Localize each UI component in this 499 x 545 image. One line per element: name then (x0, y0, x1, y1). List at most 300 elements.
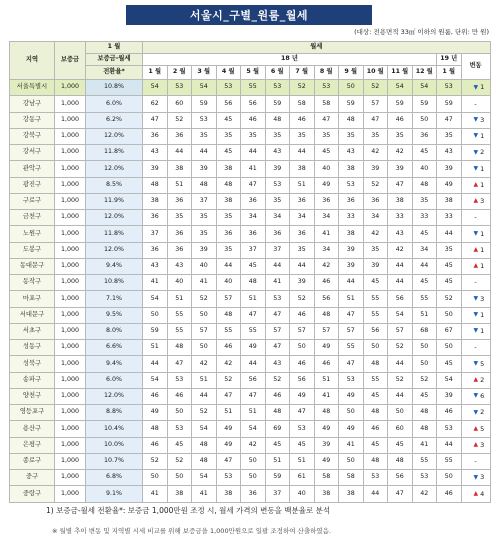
rent-value-cell: 47 (388, 177, 413, 193)
change-value: 3 (480, 440, 485, 449)
header-month: 5 월 (241, 66, 266, 80)
rent-value-cell: 46 (265, 388, 290, 404)
rent-value-cell: 53 (167, 421, 192, 437)
change-cell (461, 486, 490, 502)
rent-value-cell: 58 (314, 96, 339, 112)
rent-value-cell: 47 (265, 340, 290, 356)
rent-value-cell: 48 (192, 437, 217, 453)
table-row (10, 405, 491, 421)
rent-value-cell: 35 (192, 128, 217, 144)
deposit-cell: 1,000 (55, 372, 86, 388)
rent-value-cell: 45 (314, 145, 339, 161)
deposit-cell: 1,000 (55, 405, 86, 421)
region-cell: 구로구 (10, 193, 55, 209)
change-value: 5 (480, 359, 485, 368)
conversion-rate-cell: 12.0% (86, 210, 143, 226)
region-cell: 동대문구 (10, 258, 55, 274)
rent-value-cell: 38 (314, 486, 339, 502)
rent-value-cell: 35 (192, 226, 217, 242)
rent-value-cell: 36 (167, 128, 192, 144)
conversion-rate-cell: 11.9% (86, 193, 143, 209)
rent-value-cell: 55 (339, 340, 364, 356)
rent-value-cell: 36 (339, 193, 364, 209)
rent-value-cell: 45 (388, 437, 413, 453)
rent-value-cell: 39 (437, 388, 462, 404)
rent-value-cell: 45 (363, 437, 388, 453)
rent-value-cell: 52 (192, 405, 217, 421)
rent-value-cell: 45 (437, 356, 462, 372)
page-title: 서울시_구별_원룸_월세 (126, 5, 372, 25)
rent-value-cell: 43 (143, 145, 168, 161)
rent-value-cell: 35 (265, 128, 290, 144)
deposit-cell: 1,000 (55, 453, 86, 469)
rent-value-cell: 36 (167, 242, 192, 258)
rent-value-cell: 42 (314, 258, 339, 274)
rent-value-cell: 53 (437, 421, 462, 437)
rent-value-cell: 41 (143, 275, 168, 291)
rent-value-cell: 49 (437, 177, 462, 193)
rent-value-cell: 34 (265, 210, 290, 226)
rent-value-cell: 35 (216, 210, 241, 226)
deposit-cell: 1,000 (55, 145, 86, 161)
rent-value-cell: 35 (437, 128, 462, 144)
header-month: 11 월 (388, 66, 413, 80)
rent-value-cell: 41 (241, 161, 266, 177)
region-cell: 용산구 (10, 421, 55, 437)
rent-value-cell: 46 (167, 388, 192, 404)
rent-value-cell: 44 (241, 356, 266, 372)
rent-value-cell: 50 (339, 453, 364, 469)
rent-value-cell: 39 (192, 242, 217, 258)
region-cell: 강남구 (10, 96, 55, 112)
conversion-rate-cell: 6.6% (86, 340, 143, 356)
rent-value-cell: 36 (241, 193, 266, 209)
rent-value-cell: 53 (339, 177, 364, 193)
rent-value-cell: 54 (143, 291, 168, 307)
rent-value-cell: 46 (363, 421, 388, 437)
table-row (10, 470, 491, 486)
rent-value-cell: 50 (192, 307, 217, 323)
decrease-arrow-icon: ▼ (473, 83, 479, 91)
rent-value-cell: 45 (363, 275, 388, 291)
region-cell: 마포구 (10, 291, 55, 307)
rent-value-cell: 35 (388, 128, 413, 144)
rent-value-cell: 42 (241, 437, 266, 453)
rent-value-cell: 37 (143, 226, 168, 242)
rent-value-cell: 44 (216, 258, 241, 274)
rent-value-cell: 45 (241, 258, 266, 274)
change-value: 1 (480, 310, 485, 319)
header-ratio-month: 1 월 (86, 42, 143, 54)
change-value: 3 (480, 115, 485, 124)
rent-value-cell: 57 (314, 323, 339, 339)
decrease-arrow-icon: ▼ (473, 164, 479, 172)
rent-value-cell: 47 (314, 112, 339, 128)
conversion-rate-cell: 6.0% (86, 96, 143, 112)
deposit-cell: 1,000 (55, 96, 86, 112)
rent-value-cell: 57 (388, 323, 413, 339)
page-subtitle: (대상: 전용면적 33㎡ 이하의 원룸, 단위: 만 원) (354, 28, 489, 36)
conversion-rate-cell: 8.8% (86, 405, 143, 421)
rent-value-cell: 35 (241, 128, 266, 144)
rent-value-cell: 43 (265, 356, 290, 372)
conversion-rate-cell: 10.0% (86, 437, 143, 453)
rent-value-cell: 43 (437, 145, 462, 161)
rent-value-cell: 38 (167, 161, 192, 177)
rent-value-cell: 50 (143, 470, 168, 486)
rent-value-cell: 44 (388, 356, 413, 372)
change-cell (461, 291, 490, 307)
deposit-cell: 1,000 (55, 177, 86, 193)
rent-value-cell: 36 (143, 128, 168, 144)
rent-value-cell: 49 (339, 388, 364, 404)
deposit-cell: 1,000 (55, 323, 86, 339)
change-cell (461, 145, 490, 161)
rent-value-cell: 47 (265, 307, 290, 323)
rent-value-cell: 52 (412, 372, 437, 388)
rent-value-cell: 50 (143, 307, 168, 323)
rent-value-cell: 38 (167, 486, 192, 502)
rent-value-cell: 50 (437, 470, 462, 486)
rent-value-cell: 55 (412, 291, 437, 307)
deposit-cell: 1,000 (55, 470, 86, 486)
rent-value-cell: 45 (412, 226, 437, 242)
change-value: 2 (480, 148, 485, 157)
rent-value-cell: 35 (265, 193, 290, 209)
rent-value-cell: 43 (265, 145, 290, 161)
rent-value-cell: 48 (192, 177, 217, 193)
rent-value-cell: 50 (437, 340, 462, 356)
rent-value-cell: 35 (412, 193, 437, 209)
increase-arrow-icon: ▲ (473, 376, 479, 384)
rent-value-cell: 36 (241, 486, 266, 502)
rent-value-cell: 60 (388, 421, 413, 437)
rent-table (9, 41, 491, 503)
table-row (10, 421, 491, 437)
rent-value-cell: 39 (290, 275, 315, 291)
rent-value-cell: 48 (314, 405, 339, 421)
conversion-rate-cell: 8.5% (86, 177, 143, 193)
rent-value-cell: 51 (241, 291, 266, 307)
rent-value-cell: 56 (363, 323, 388, 339)
rent-value-cell: 39 (339, 242, 364, 258)
header-month: 7 월 (290, 66, 315, 80)
rent-value-cell: 35 (363, 242, 388, 258)
header-month: 8 월 (314, 66, 339, 80)
rent-value-cell: 48 (363, 356, 388, 372)
rent-value-cell: 51 (167, 291, 192, 307)
deposit-cell: 1,000 (55, 161, 86, 177)
rent-value-cell: 44 (192, 388, 217, 404)
header-deposit: 보증금 (55, 42, 86, 80)
rent-value-cell: 36 (143, 242, 168, 258)
rent-value-cell: 47 (241, 177, 266, 193)
rent-value-cell: 48 (388, 453, 413, 469)
rent-value-cell: 35 (216, 128, 241, 144)
rent-value-cell: 51 (216, 405, 241, 421)
table-row (10, 242, 491, 258)
rent-value-cell: 46 (314, 356, 339, 372)
rent-value-cell: 45 (437, 258, 462, 274)
rent-value-cell: 39 (437, 161, 462, 177)
region-cell: 중구 (10, 470, 55, 486)
change-cell (461, 437, 490, 453)
rent-value-cell: 40 (167, 275, 192, 291)
change-cell (461, 405, 490, 421)
rent-value-cell: 47 (437, 112, 462, 128)
rent-value-cell: 55 (241, 323, 266, 339)
rent-value-cell: 36 (167, 193, 192, 209)
table-row (10, 128, 491, 144)
rent-value-cell: 47 (143, 112, 168, 128)
rent-value-cell: 58 (290, 96, 315, 112)
change-value: 1 (480, 245, 485, 254)
rent-value-cell: 38 (216, 161, 241, 177)
rent-value-cell: 46 (241, 112, 266, 128)
rent-value-cell: 55 (363, 291, 388, 307)
rent-value-cell: 54 (241, 421, 266, 437)
region-cell: 금천구 (10, 210, 55, 226)
conversion-rate-cell: 10.8% (86, 80, 143, 96)
change-value: 1 (480, 132, 485, 141)
conversion-rate-cell: 9.5% (86, 307, 143, 323)
rent-value-cell: 48 (412, 405, 437, 421)
deposit-cell: 1,000 (55, 307, 86, 323)
decrease-arrow-icon: ▼ (473, 132, 479, 140)
region-cell: 동작구 (10, 275, 55, 291)
change-cell (461, 96, 490, 112)
deposit-cell: 1,000 (55, 437, 86, 453)
header-month: 1 월 (143, 66, 168, 80)
table-row (10, 437, 491, 453)
conversion-rate-cell: 12.0% (86, 388, 143, 404)
rent-value-cell: 36 (241, 226, 266, 242)
rent-value-cell: 56 (388, 291, 413, 307)
rent-value-cell: 34 (412, 242, 437, 258)
rent-value-cell: 38 (437, 193, 462, 209)
deposit-cell: 1,000 (55, 242, 86, 258)
rent-value-cell: 57 (265, 323, 290, 339)
change-value: 6 (480, 392, 485, 401)
table-row (10, 177, 491, 193)
rent-value-cell: 49 (241, 340, 266, 356)
rent-value-cell: 42 (388, 242, 413, 258)
conversion-rate-cell: 6.0% (86, 372, 143, 388)
rent-value-cell: 51 (143, 340, 168, 356)
rent-value-cell: 36 (265, 226, 290, 242)
rent-value-cell: 48 (143, 177, 168, 193)
region-cell: 서울특별시 (10, 80, 55, 96)
rent-value-cell: 51 (265, 453, 290, 469)
rent-value-cell: 44 (437, 437, 462, 453)
rent-value-cell: 36 (314, 193, 339, 209)
rent-value-cell: 41 (314, 388, 339, 404)
rent-value-cell: 35 (192, 210, 217, 226)
change-value: 2 (480, 408, 485, 417)
increase-arrow-icon: ▲ (473, 441, 479, 449)
deposit-cell: 1,000 (55, 421, 86, 437)
change-cell (461, 258, 490, 274)
rent-value-cell: 46 (290, 112, 315, 128)
change-value: 2 (480, 375, 485, 384)
rent-value-cell: 38 (143, 193, 168, 209)
rent-value-cell: 48 (363, 405, 388, 421)
rent-value-cell: 34 (290, 210, 315, 226)
rent-value-cell: 43 (388, 226, 413, 242)
deposit-cell: 1,000 (55, 112, 86, 128)
change-cell (461, 210, 490, 226)
rent-value-cell: 47 (290, 405, 315, 421)
rent-value-cell: 40 (290, 486, 315, 502)
change-cell (461, 275, 490, 291)
rent-value-cell: 38 (216, 193, 241, 209)
decrease-arrow-icon: ▼ (473, 359, 479, 367)
rent-value-cell: 48 (314, 307, 339, 323)
rent-value-cell: 59 (265, 96, 290, 112)
rent-value-cell: 55 (167, 323, 192, 339)
rent-value-cell: 47 (167, 356, 192, 372)
table-row (10, 356, 491, 372)
change-value: 1 (480, 229, 485, 238)
rent-value-cell: 45 (265, 437, 290, 453)
change-cell (461, 453, 490, 469)
rent-value-cell: 50 (412, 340, 437, 356)
table-row (10, 340, 491, 356)
rent-value-cell: 55 (241, 80, 266, 96)
rent-value-cell: 55 (437, 453, 462, 469)
header-month: 12 월 (412, 66, 437, 80)
rent-value-cell: 34 (363, 210, 388, 226)
change-value: 5 (480, 424, 485, 433)
change-value: 1 (480, 180, 485, 189)
rent-value-cell: 48 (216, 307, 241, 323)
rent-value-cell: 53 (265, 177, 290, 193)
rent-value-cell: 38 (339, 486, 364, 502)
rent-value-cell: 51 (290, 453, 315, 469)
rent-value-cell: 56 (388, 470, 413, 486)
rent-value-cell: 55 (216, 323, 241, 339)
rent-value-cell: 45 (437, 275, 462, 291)
decrease-arrow-icon: ▼ (473, 311, 479, 319)
rent-value-cell: 54 (388, 307, 413, 323)
conversion-rate-cell: 6.2% (86, 112, 143, 128)
change-cell (461, 340, 490, 356)
rent-value-cell: 41 (143, 486, 168, 502)
change-cell (461, 112, 490, 128)
change-value: - (474, 213, 477, 222)
rent-value-cell: 55 (363, 307, 388, 323)
change-cell (461, 323, 490, 339)
rent-value-cell: 57 (216, 291, 241, 307)
change-cell (461, 421, 490, 437)
change-value: 3 (480, 197, 485, 206)
region-cell: 강북구 (10, 128, 55, 144)
rent-value-cell: 34 (314, 242, 339, 258)
change-value: 3 (480, 473, 485, 482)
table-row (10, 112, 491, 128)
deposit-cell: 1,000 (55, 210, 86, 226)
decrease-arrow-icon: ▼ (473, 294, 479, 302)
conversion-rate-cell: 10.8% (86, 275, 143, 291)
change-cell (461, 128, 490, 144)
rent-value-cell: 39 (314, 437, 339, 453)
rent-value-cell: 49 (216, 421, 241, 437)
rent-value-cell: 48 (339, 112, 364, 128)
rent-value-cell: 42 (192, 356, 217, 372)
rent-value-cell: 52 (192, 291, 217, 307)
rent-value-cell: 52 (216, 372, 241, 388)
rent-value-cell: 53 (339, 372, 364, 388)
rent-value-cell: 48 (412, 177, 437, 193)
rent-value-cell: 48 (412, 421, 437, 437)
rent-value-cell: 50 (437, 307, 462, 323)
header-month: 6 월 (265, 66, 290, 80)
rent-value-cell: 36 (216, 226, 241, 242)
rent-value-cell: 38 (216, 486, 241, 502)
rent-value-cell: 58 (314, 470, 339, 486)
rent-value-cell: 44 (290, 258, 315, 274)
region-cell: 성북구 (10, 356, 55, 372)
header-month: 2 월 (167, 66, 192, 80)
rent-value-cell: 39 (388, 161, 413, 177)
rent-value-cell: 44 (388, 275, 413, 291)
change-value: 4 (480, 489, 485, 498)
change-value: 1 (480, 164, 485, 173)
rent-value-cell: 55 (412, 453, 437, 469)
table-row (10, 307, 491, 323)
region-cell: 강서구 (10, 145, 55, 161)
rent-value-cell: 67 (437, 323, 462, 339)
table-row (10, 258, 491, 274)
rent-value-cell: 49 (216, 437, 241, 453)
rent-value-cell: 47 (241, 307, 266, 323)
rent-value-cell: 39 (265, 161, 290, 177)
rent-value-cell: 47 (216, 388, 241, 404)
decrease-arrow-icon: ▼ (473, 116, 479, 124)
rent-value-cell: 51 (167, 177, 192, 193)
rent-value-cell: 48 (192, 453, 217, 469)
table-row (10, 372, 491, 388)
rent-value-cell: 36 (412, 128, 437, 144)
region-cell: 송파구 (10, 372, 55, 388)
rent-value-cell: 43 (167, 258, 192, 274)
deposit-cell: 1,000 (55, 486, 86, 502)
deposit-cell: 1,000 (55, 388, 86, 404)
change-value: 1 (480, 83, 485, 92)
rent-value-cell: 49 (314, 421, 339, 437)
rent-value-cell: 41 (265, 275, 290, 291)
conversion-rate-cell: 12.0% (86, 161, 143, 177)
rent-value-cell: 50 (363, 340, 388, 356)
rent-value-cell: 52 (363, 80, 388, 96)
region-cell: 은평구 (10, 437, 55, 453)
rent-value-cell: 35 (167, 210, 192, 226)
rent-value-cell: 41 (192, 275, 217, 291)
rent-value-cell: 47 (363, 112, 388, 128)
rent-value-cell: 59 (143, 323, 168, 339)
rent-value-cell: 53 (412, 470, 437, 486)
rent-value-cell: 59 (437, 96, 462, 112)
region-cell: 노원구 (10, 226, 55, 242)
rent-value-cell: 48 (241, 275, 266, 291)
rent-value-cell: 44 (167, 145, 192, 161)
rent-value-cell: 35 (290, 128, 315, 144)
rent-value-cell: 54 (412, 80, 437, 96)
rent-value-cell: 42 (363, 145, 388, 161)
rent-value-cell: 56 (314, 291, 339, 307)
rent-value-cell: 60 (167, 96, 192, 112)
rent-value-cell: 44 (339, 275, 364, 291)
